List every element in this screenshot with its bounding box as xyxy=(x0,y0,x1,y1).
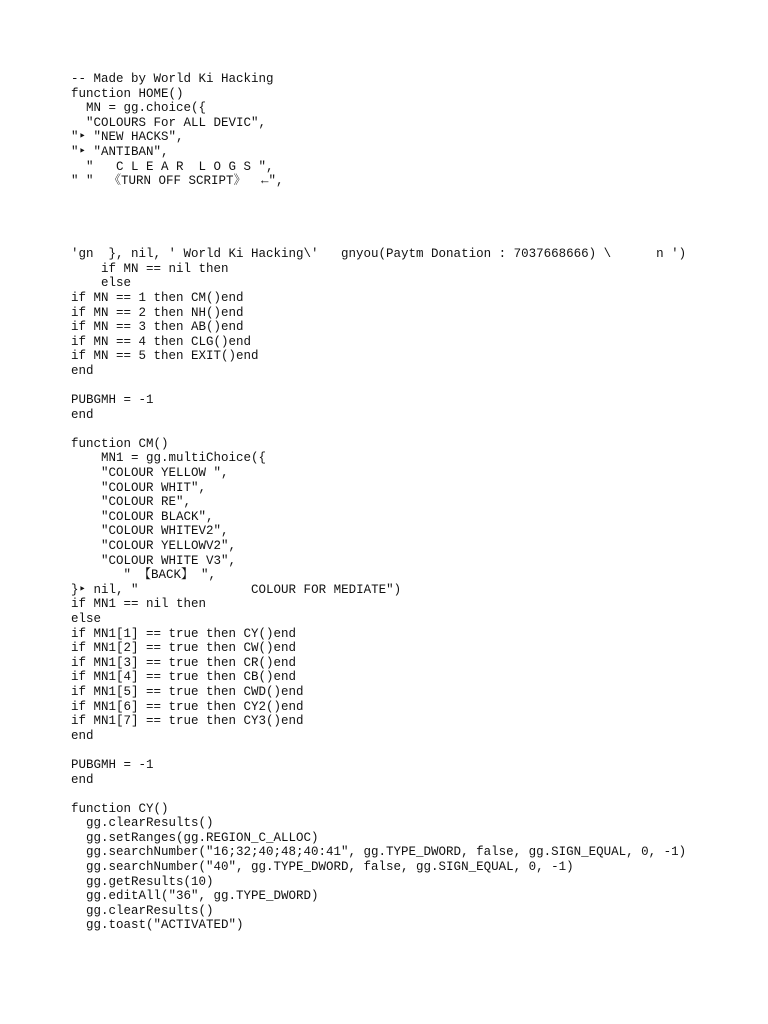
code-line xyxy=(71,422,751,437)
code-line: "⁣⁣⁣COLOUR WHIT⁣⁣⁣", xyxy=(71,480,207,495)
code-line: gg.editAll("36", gg.TYPE_DWORD) xyxy=(71,889,319,904)
code-line: if MN1[1] == true then CY()end xyxy=(71,626,297,641)
code-line: " " 《TURN OFF SCRIPT》 ←", xyxy=(71,174,284,189)
code-line: else xyxy=(71,611,102,626)
code-line: gg.setRanges(gg.REGION_C_ALLOC) xyxy=(71,830,319,845)
code-line: MN1 = gg.multiChoice({ xyxy=(71,451,267,466)
code-line: "⁣⁣⁣COLOUR YELLOW ⁣⁣⁣", xyxy=(71,466,229,481)
code-line: if MN1[4] == true then CB()end xyxy=(71,670,297,685)
code-line: end xyxy=(71,772,94,787)
code-line: gg.clearResults() xyxy=(71,816,214,831)
code-line xyxy=(71,203,751,218)
code-line: -- ⁣⁣⁣Made by World Ki Hacking xyxy=(71,72,274,86)
code-line: if MN1[7] == true then CY3()end xyxy=(71,714,304,729)
code-line xyxy=(71,218,751,233)
code-line: " C L E A R L O G S ", xyxy=(71,159,274,174)
code-line: 'gn }, nil, ' World Ki Hacking\' gn⁣you(Paytm Donation : 7037668666) \ n ') xyxy=(71,247,687,262)
code-line xyxy=(71,189,751,204)
code-line: if MN1[2] == true then CW()end xyxy=(71,641,297,656)
code-line: "⁣⁣⁣COLOUR BLACK⁣⁣⁣", xyxy=(71,509,214,524)
code-line: function HOME() xyxy=(71,86,184,101)
code-line: function CM() xyxy=(71,436,169,451)
code-line: if MN == 5 then EXIT()end xyxy=(71,349,259,364)
code-line: "‣ "NEW HACKS", xyxy=(71,130,184,145)
code-line: "⁣⁣⁣COLOUR WHITEV2⁣⁣⁣", xyxy=(71,524,229,539)
code-line: "⁣⁣⁣COLOUR YELLOWV2⁣⁣⁣", xyxy=(71,539,237,553)
code-line: "⁣⁣⁣COLOURS For ALL DEVIC⁣⁣⁣", xyxy=(71,115,267,130)
code-line: gg.clearResults() xyxy=(71,903,214,918)
code-line: if MN1[5] == true then CWD()end xyxy=(71,684,304,699)
code-line: if MN1 == nil then xyxy=(71,597,207,612)
code-line: end xyxy=(71,363,94,378)
code-line: " 【BACK】 ", xyxy=(71,568,217,583)
code-line: if MN == 3 then AB()end xyxy=(71,320,244,335)
code-line: "‣ "ANTIBAN", xyxy=(71,144,169,159)
code-line: if MN1[6] == true then CY2()end xyxy=(71,699,304,714)
code-line: end xyxy=(71,728,94,743)
code-line: if MN == 1 then CM()end xyxy=(71,290,244,305)
code-line xyxy=(71,787,751,802)
code-line xyxy=(71,743,751,758)
code-line: if MN1[3] == true then CR()end xyxy=(71,655,297,670)
code-line: gg.searchNumber("16;32;40;48;40:41", gg.TYPE_DWORD, false, gg.SIGN_EQUAL, 0, -1) xyxy=(71,845,687,860)
code-line: end xyxy=(71,407,94,422)
code-line: }‣ nil, " COLOUR FOR MEDIATE") xyxy=(71,582,402,597)
code-line: gg.toast("⁣⁣⁣ACTIVATED⁣⁣⁣") xyxy=(71,918,244,933)
code-line: "⁣⁣⁣COLOUR RE⁣⁣⁣", xyxy=(71,495,192,510)
code-line: if MN == 4 then CLG()end xyxy=(71,334,252,349)
code-line: MN = gg.choice({ xyxy=(71,101,207,116)
code-line: function CY() xyxy=(71,801,169,816)
code-listing xyxy=(71,72,751,933)
code-line: "⁣⁣⁣COLOUR WHITE V3⁣⁣⁣", xyxy=(71,553,237,568)
code-line: PUBGMH = -1 xyxy=(71,393,154,408)
code-line: if MN == 2 then NH()end xyxy=(71,305,244,320)
code-line: else xyxy=(71,276,132,291)
code-line: gg.searchNumber("40", gg.TYPE_DWORD, false, gg.SIGN_EQUAL, 0, -1) xyxy=(71,860,574,875)
code-line xyxy=(71,378,751,393)
code-line: PUBGMH = -1 xyxy=(71,757,154,772)
code-line: gg.getResults(10) xyxy=(71,874,214,889)
code-line xyxy=(71,233,751,248)
code-line: if MN == nil then xyxy=(71,261,229,276)
